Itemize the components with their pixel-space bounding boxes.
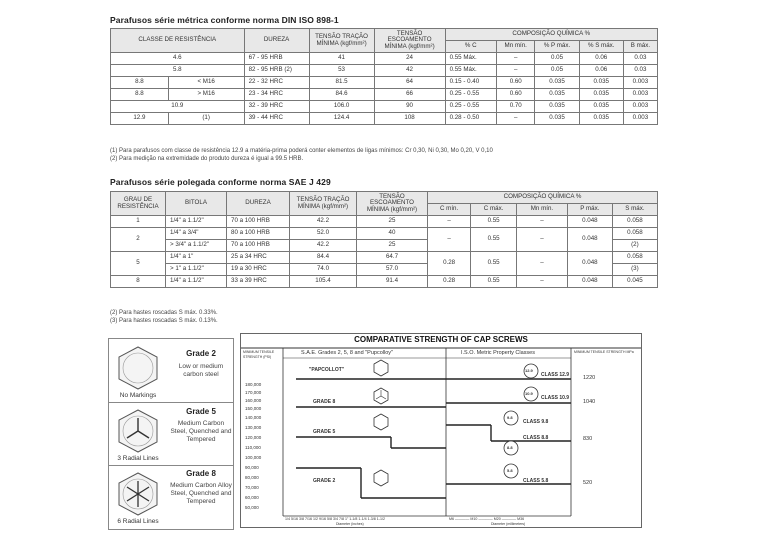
bolt-grade-8-row: [109, 465, 233, 528]
table-cell-dureza: 33 a 39 HRC: [227, 276, 290, 288]
table-cell-classe: 12.9: [111, 113, 169, 125]
table-cell-esc: 90: [374, 101, 445, 113]
iso-label: CLASS 5.8: [523, 478, 549, 484]
metric-table: [110, 28, 658, 125]
sae-header-escoamento: TENSÃO ESCOAMENTO MÍNIMA (kgf/mm²): [357, 192, 428, 216]
table-cell-esc: 24: [374, 53, 445, 65]
sae-title: Parafusos série polegada conforme norma SAE J 429: [110, 177, 331, 187]
table-cell-cmin: –: [428, 216, 471, 228]
table-row: [111, 53, 658, 65]
table-cell-tracao: 84.6: [309, 89, 374, 101]
table-cell-esc: 25: [357, 216, 428, 228]
table-cell-grau: 1: [111, 216, 166, 228]
table-cell-cmax: 0.55: [471, 276, 517, 288]
table-cell-classe: 4.6: [111, 53, 245, 65]
table-cell-dureza: 23 - 34 HRC: [244, 89, 309, 101]
y-tick: 90,000: [245, 465, 259, 470]
table-cell-classe: 5.8: [111, 65, 245, 77]
table-cell-s: (3): [612, 264, 657, 276]
hex-bolt-plain-icon: [115, 345, 161, 391]
table-row: [111, 77, 658, 89]
sae-notes: [110, 309, 218, 325]
table-cell-grau: 8: [111, 276, 166, 288]
iso-badge: 12.9: [525, 368, 533, 373]
metric-comp-col: Mn mín.: [497, 41, 535, 53]
x-axis-inches: 1/4 5/16 3/8 7/16 1/2 9/16 5/8 3/4 7/8 1" 1-1/8 1-1/4 1-3/8 1-1/2: [285, 517, 385, 521]
table-cell-b: 0.003: [623, 101, 657, 113]
table-cell-esc: 57.0: [357, 264, 428, 276]
bolt-grade-label: Grade 2: [186, 349, 216, 358]
table-cell-s: 0.035: [579, 113, 623, 125]
bolt-grade-label: Grade 5: [186, 407, 216, 416]
table-cell-s: 0.06: [579, 65, 623, 77]
sae-comp-col: C máx.: [471, 204, 517, 216]
table-cell-tracao: 52.0: [290, 228, 357, 240]
sae-note: (2) Para hastes roscadas S máx. 0.33%.: [110, 310, 218, 316]
iso-badge: 10.9: [525, 391, 533, 396]
y-tick: 180,000: [245, 382, 262, 387]
table-cell-esc: 42: [374, 65, 445, 77]
bolt-grade-2-row: [109, 339, 233, 403]
bolt-grade-panel: [108, 338, 234, 530]
table-cell-b: 0.003: [623, 77, 657, 89]
table-cell-sub: < M16: [168, 77, 244, 89]
table-cell-mn: –: [497, 113, 535, 125]
iso-header: I.S.O. Metric Property Classes: [461, 350, 535, 356]
iso-label: CLASS 8.8: [523, 435, 549, 441]
table-cell-s: (2): [612, 240, 657, 252]
table-cell-bitola: 1/4" a 3/4": [166, 228, 227, 240]
sae-label: GRADE 5: [313, 429, 336, 435]
table-cell-bitola: 1/4" a 1": [166, 252, 227, 264]
table-cell-mn: –: [517, 216, 568, 228]
table-cell-b: 0.03: [623, 53, 657, 65]
hex-bolt-6-lines-icon: [115, 471, 161, 517]
table-cell-s: 0.035: [579, 89, 623, 101]
y-tick: 70,000: [245, 485, 259, 490]
metric-comp-col: B máx.: [623, 41, 657, 53]
table-cell-cmax: 0.55: [471, 216, 517, 228]
table-cell-grau: 5: [111, 252, 166, 276]
table-cell-dureza: 32 - 39 HRC: [244, 101, 309, 113]
metric-comp-col: % P máx.: [535, 41, 579, 53]
table-cell-s: 0.045: [612, 276, 657, 288]
table-cell-b: 0.03: [623, 65, 657, 77]
table-cell-esc: 25: [357, 240, 428, 252]
metric-notes: [110, 147, 493, 163]
sae-comp-col: C mín.: [428, 204, 471, 216]
table-cell-dureza: 25 a 34 HRC: [227, 252, 290, 264]
table-cell-p: 0.048: [567, 228, 612, 252]
table-cell-s: 0.058: [612, 216, 657, 228]
table-cell-tracao: 81.5: [309, 77, 374, 89]
table-cell-p: 0.05: [535, 53, 579, 65]
y-tick: 160,000: [245, 398, 262, 403]
metric-header-tracao: TENSÃO TRAÇÃO MÍNIMA (kgf/mm²): [309, 29, 374, 53]
sae-comp-col: S máx.: [612, 204, 657, 216]
table-cell-p: 0.035: [535, 101, 579, 113]
table-cell-c: 0.55 Máx.: [445, 65, 496, 77]
hex-bolt-3-lines-icon: [115, 408, 161, 454]
sae-header-tracao: TENSÃO TRAÇÃO MÍNIMA (kgf/mm²): [290, 192, 357, 216]
iso-badge: 5.8: [507, 468, 513, 473]
y-tick: 150,000: [245, 406, 262, 411]
bolt-caption: 6 Radial Lines: [117, 518, 159, 525]
x-axis-mm: M6 ———— M10 ———— M20 ———— M36: [449, 517, 525, 521]
table-row: [111, 89, 658, 101]
x-axis-mm-title: Diameter (millimeters): [491, 522, 526, 526]
table-cell-mn: –: [517, 228, 568, 252]
table-cell-cmin: –: [428, 228, 471, 252]
table-cell-bitola: 1/4" a 1.1/2": [166, 276, 227, 288]
table-cell-c: 0.25 - 0.55: [445, 101, 496, 113]
table-cell-grau: 2: [111, 228, 166, 252]
table-row: [111, 113, 658, 125]
bolt-grade-desc: Medium Carbon Steel, Quenched and Tempered: [170, 420, 232, 443]
metric-header-dureza: DUREZA: [244, 29, 309, 53]
y-tick: 120,000: [245, 435, 262, 440]
sae-comp-col: Mn mín.: [517, 204, 568, 216]
table-cell-b: 0.003: [623, 89, 657, 101]
y-tick: 80,000: [245, 475, 259, 480]
metric-comp-col: % C: [445, 41, 496, 53]
table-cell-dureza: 80 a 100 HRB: [227, 228, 290, 240]
metric-header-classe: CLASSE DE RESISTÊNCIA: [111, 29, 245, 53]
iso-badge: 8.8: [507, 445, 513, 450]
chart-title: COMPARATIVE STRENGTH OF CAP SCREWS: [354, 335, 528, 344]
table-cell-s: 0.035: [579, 77, 623, 89]
left-axis-title: MINIMUM TENSILE STRENGTH (PSI): [243, 350, 275, 359]
y-tick: 170,000: [245, 390, 262, 395]
table-cell-dureza: 67 - 95 HRB: [244, 53, 309, 65]
table-cell-p: 0.048: [567, 252, 612, 276]
iso-label: CLASS 12.9: [541, 372, 570, 378]
table-cell-mn: –: [517, 252, 568, 276]
table-cell-sub: (1): [168, 113, 244, 125]
x-axis-inches-title: Diameter (inches): [336, 522, 364, 526]
table-cell-esc: 66: [374, 89, 445, 101]
table-cell-esc: 40: [357, 228, 428, 240]
metric-comp-col: % S máx.: [579, 41, 623, 53]
table-cell-esc: 91.4: [357, 276, 428, 288]
table-cell-dureza: 39 - 44 HRC: [244, 113, 309, 125]
table-cell-classe: 10.9: [111, 101, 245, 113]
sae-label: "PAPCOLLOT": [309, 367, 345, 373]
metric-note: (2) Para medição na extremidade do produto dureza é igual a 99.5 HRB.: [110, 156, 304, 162]
comparative-strength-chart: [240, 333, 642, 528]
table-cell-mn: 0.70: [497, 101, 535, 113]
sae-table: [110, 191, 658, 288]
table-cell-mn: 0.60: [497, 89, 535, 101]
metric-header-escoamento: TENSÃO ESCOAMENTO MÍNIMA (kgf/mm²): [374, 29, 445, 53]
table-cell-dureza: 70 a 100 HRB: [227, 216, 290, 228]
y-tick: 100,000: [245, 455, 262, 460]
table-cell-mn: 0.60: [497, 77, 535, 89]
y-tick: 140,000: [245, 415, 262, 420]
table-row: [111, 252, 658, 264]
sae-label: GRADE 2: [313, 478, 336, 484]
right-tick: 830: [583, 436, 593, 442]
chart-graphics: [241, 334, 641, 527]
table-cell-sub: > M16: [168, 89, 244, 101]
table-row: [111, 216, 658, 228]
table-row: [111, 276, 658, 288]
table-cell-c: 0.55 Máx.: [445, 53, 496, 65]
table-cell-bitola: > 3/4" a 1.1/2": [166, 240, 227, 252]
sae-header-dureza: DUREZA: [227, 192, 290, 216]
bolt-caption: No Markings: [119, 392, 157, 399]
sae-header-bitola: BITOLA: [166, 192, 227, 216]
right-tick: 1040: [583, 399, 596, 405]
table-cell-dureza: 82 - 95 HRB (2): [244, 65, 309, 77]
right-tick: 520: [583, 480, 593, 486]
table-cell-classe: 8.8: [111, 89, 169, 101]
table-cell-esc: 64: [374, 77, 445, 89]
iso-label: CLASS 10.9: [541, 395, 570, 401]
table-cell-s: 0.058: [612, 228, 657, 240]
table-cell-dureza: 19 a 30 HRC: [227, 264, 290, 276]
table-cell-mn: –: [497, 53, 535, 65]
iso-label: CLASS 9.8: [523, 419, 549, 425]
table-cell-tracao: 41: [309, 53, 374, 65]
sae-note: (3) Para hastes roscadas S máx. 0.13%.: [110, 318, 218, 324]
table-cell-tracao: 84.4: [290, 252, 357, 264]
bolt-grade-label: Grade 8: [186, 469, 216, 478]
table-cell-p: 0.035: [535, 89, 579, 101]
table-cell-b: 0.003: [623, 113, 657, 125]
table-cell-c: 0.28 - 0.50: [445, 113, 496, 125]
table-cell-cmin: 0.28: [428, 276, 471, 288]
right-tick: 1220: [583, 375, 596, 381]
y-tick: 110,000: [245, 445, 261, 450]
table-cell-bitola: 1/4" a 1.1/2": [166, 216, 227, 228]
table-cell-bitola: > 1" a 1.1/2": [166, 264, 227, 276]
table-row: [111, 101, 658, 113]
table-cell-cmin: 0.28: [428, 252, 471, 276]
sae-label: GRADE 8: [313, 399, 336, 405]
table-cell-tracao: 74.0: [290, 264, 357, 276]
table-cell-tracao: 106.0: [309, 101, 374, 113]
metric-header-composicao: COMPOSIÇÃO QUÍMICA %: [445, 29, 657, 41]
table-cell-tracao: 124.4: [309, 113, 374, 125]
sae-comp-col: P máx.: [567, 204, 612, 216]
table-cell-c: 0.15 - 0.40: [445, 77, 496, 89]
bolt-caption: 3 Radial Lines: [117, 455, 159, 462]
y-tick: 130,000: [245, 425, 262, 430]
table-cell-esc: 108: [374, 113, 445, 125]
sae-header-grau: GRAU DE RESISTÊNCIA: [111, 192, 166, 216]
table-cell-tracao: 42.2: [290, 240, 357, 252]
table-cell-p: 0.035: [535, 77, 579, 89]
metric-title: Parafusos série métrica conforme norma DIN ISO 898-1: [110, 15, 339, 25]
bolt-grade-5-row: [109, 402, 233, 466]
sae-header: S.A.E. Grades 2, 5, 8 and "Pupcolloy": [301, 350, 393, 356]
table-cell-s: 0.035: [579, 101, 623, 113]
table-cell-tracao: 53: [309, 65, 374, 77]
table-row: [111, 65, 658, 77]
table-cell-c: 0.25 - 0.55: [445, 89, 496, 101]
table-cell-classe: 8.8: [111, 77, 169, 89]
table-cell-mn: –: [517, 276, 568, 288]
table-cell-mn: –: [497, 65, 535, 77]
metric-note: (1) Para parafusos com classe de resistência 12.9 a matéria-prima poderá conter elementos de ligas mínimos: Cr 0,30, Ni 0,30, Mo 0,20, V 0,10: [110, 148, 493, 154]
bolt-grade-desc: Low or medium carbon steel: [178, 363, 224, 378]
table-cell-tracao: 105.4: [290, 276, 357, 288]
table-cell-cmax: 0.55: [471, 252, 517, 276]
table-cell-s: 0.058: [612, 252, 657, 264]
table-cell-dureza: 70 a 100 HRB: [227, 240, 290, 252]
table-cell-cmax: 0.55: [471, 228, 517, 252]
table-cell-esc: 64.7: [357, 252, 428, 264]
right-axis-title: MINIMUM TENSILE STRENGTH MPa: [574, 350, 634, 354]
table-cell-p: 0.05: [535, 65, 579, 77]
y-tick: 50,000: [245, 505, 259, 510]
table-cell-p: 0.035: [535, 113, 579, 125]
y-tick: 60,000: [245, 495, 259, 500]
table-row: [111, 228, 658, 240]
bolt-grade-desc: Medium Carbon Alloy Steel, Quenched and Tempered: [170, 482, 232, 505]
iso-badge: 9.8: [507, 415, 513, 420]
sae-header-composicao: COMPOSIÇÃO QUÍMICA %: [428, 192, 658, 204]
table-cell-p: 0.048: [567, 216, 612, 228]
table-cell-p: 0.048: [567, 276, 612, 288]
table-cell-s: 0.06: [579, 53, 623, 65]
table-cell-tracao: 42.2: [290, 216, 357, 228]
table-cell-dureza: 22 - 32 HRC: [244, 77, 309, 89]
